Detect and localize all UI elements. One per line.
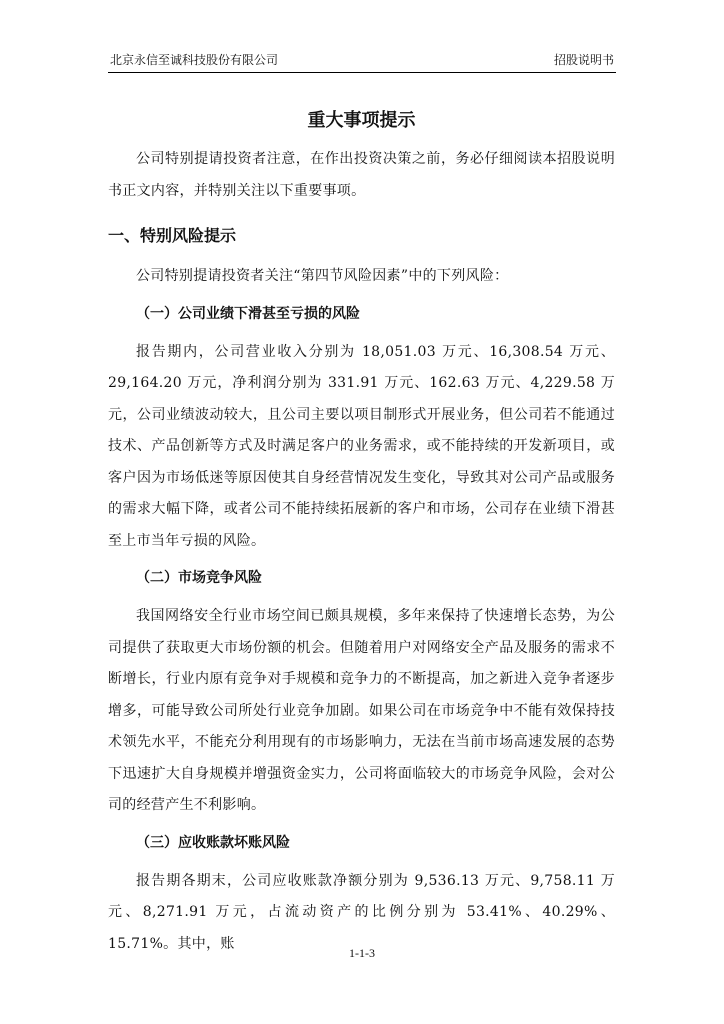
section-lead-paragraph: 公司特别提请投资者关注“第四节风险因素”中的下列风险： (136, 268, 509, 284)
document-body (108, 100, 615, 960)
risk-body-performance: 报告期内，公司营业收入分别为 18,051.03 万元、16,308.54 万元、29,164.20 万元，净利润分别为 331.91 万元、162.63 万元、4,229.58 万元，公司业绩波动较大，且公司主要以项目制形式开展业务，但公司若不能通过技术、产品创新等方式及时满足客户的业务需求，或不能持续的开发新项目，或客户因为市场低迷等原因使其自身经营情况发生变化，导致其对公司产品或服务的需求大幅下降，或者公司不能持续拓展新的客户和市场，公司存在业绩下滑甚至上市当年亏损的风险。 (108, 343, 615, 549)
header-document-type: 招股说明书 (553, 53, 614, 67)
risk-body-competition: 我国网络安全行业市场空间已颇具规模，多年来保持了快速增长态势，为公司提供了获取更大市场份额的机会。但随着用户对网络安全产品及服务的需求不断增长，行业内原有竞争对手规模和竞争力的不断提高，加之新进入竞争者逐步增多，可能导致公司所处行业竞争加剧。如果公司在市场竞争中不能有效保持技术领先水平，不能充分利用现有的市场影响力，无法在当前市场高速发展的态势下迅速扩大自身规模并增强资金实力，公司将面临较大的市场竞争风险，会对公司的经营产生不利影响。 (108, 608, 615, 813)
risk-heading-performance: （一）公司业绩下滑甚至亏损的风险 (136, 305, 360, 322)
header-company-name: 北京永信至诚科技股份有限公司 (110, 53, 279, 67)
risk-heading-receivables: （三）应收账款坏账风险 (136, 834, 290, 851)
page-number: 1-1-3 (349, 946, 375, 960)
risk-body-receivables: 报告期各期末，公司应收账款净额分别为 9,536.13 万元、9,758.11 万元、8,271.91 万元，占流动资产的比例分别为 53.41%、40.29%、15.71%。其中，账 (108, 872, 615, 952)
section-heading-risk-alert: 一、特别风险提示 (108, 226, 237, 245)
risk-heading-competition: （二）市场竞争风险 (136, 570, 262, 586)
intro-paragraph: 公司特别提请投资者注意，在作出投资决策之前，务必仔细阅读本招股说明书正文内容，并特别关注以下重要事项。 (108, 151, 615, 199)
page-header (108, 50, 616, 73)
page-title: 重大事项提示 (307, 110, 416, 131)
